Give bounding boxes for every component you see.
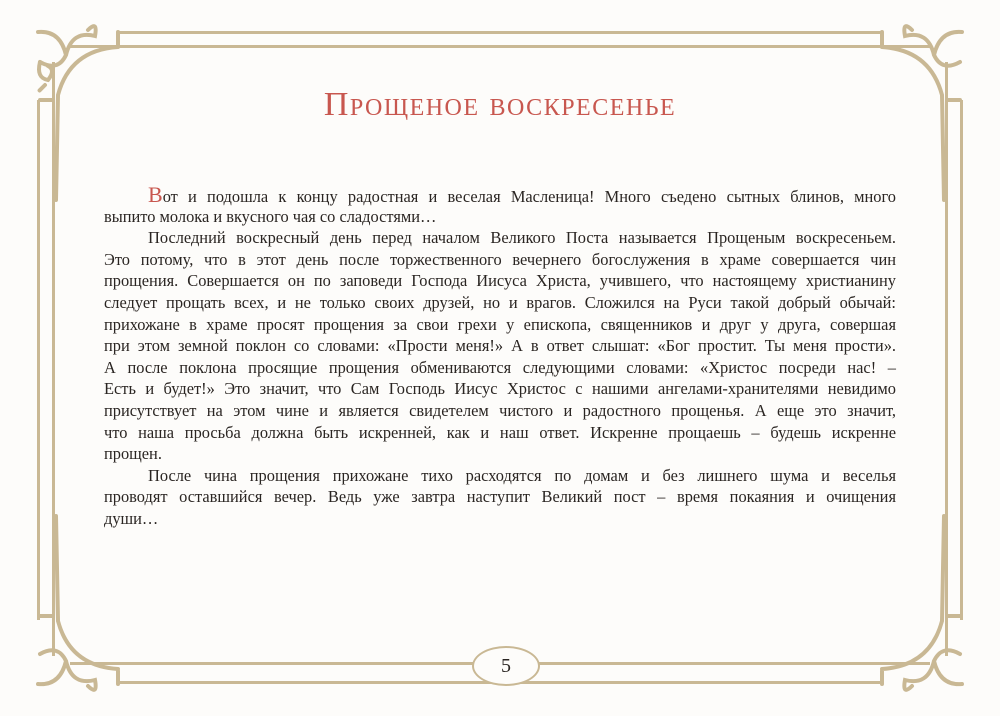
corner-ornament-bottom-left xyxy=(38,516,118,690)
text-line: что наша просьба должна быть искренней, как и наш ответ. Искренне прощаешь – будешь искренне xyxy=(104,422,896,442)
text-line: Последний воскресный день перед началом Великого Поста называется Прощеным воскресеньем. xyxy=(148,228,896,248)
drop-cap: В xyxy=(148,182,163,207)
text-line: прощения. Совершается он по заповеди Господа Иисуса Христа, учившего, что настоящему христианину xyxy=(104,271,896,291)
body-text xyxy=(104,184,896,530)
page-title: Прощеное воскресенье xyxy=(323,86,677,123)
text-line: души… xyxy=(104,508,159,528)
text-line: при этом земной поклон со словами: «Прости меня!» А в ответ слышат: «Бог простит. Ты меня прости». xyxy=(104,336,896,356)
text-line: А после поклона просящие прощения обмениваются следующими словами: «Христос посреди нас! – xyxy=(104,357,896,377)
text-line: прихожане в храме просят прощения за свои грехи у епископа, священников и друг у друга, совершая xyxy=(104,314,896,334)
text-line: Есть и будет!» Это значит, что Сам Господь Иисус Христос с нашими ангелами-хранителями невидимо xyxy=(104,379,896,399)
corner-ornament-bottom-right xyxy=(882,516,962,690)
text-line: проводят оставшийся вечер. Ведь уже завтра наступит Великий пост – время покаяния и очищения xyxy=(104,487,896,507)
text-line: Вот и подошла к концу радостная и веселая Масленица! Много съедено сытных блинов, много xyxy=(148,182,896,207)
page-number: 5 xyxy=(472,646,540,686)
text-line: выпито молока и вкусного чая со сладостями… xyxy=(104,206,437,226)
text-line: присутствует на этом чине и является свидетелем чистого и радостного прощенья. А еще это значит, xyxy=(104,400,896,420)
text-line: Это потому, что в этот день после торжественного вечернего богослужения в храме совершается чин xyxy=(104,249,896,269)
text-line: прощен. xyxy=(104,444,162,464)
text-line: После чина прощения прихожане тихо расходятся по домам и без лишнего шума и веселья xyxy=(148,465,896,485)
text-line: следует прощать всех, и не только своих друзей, но и врагов. Сложился на Руси такой добрый обычай: xyxy=(104,292,896,312)
